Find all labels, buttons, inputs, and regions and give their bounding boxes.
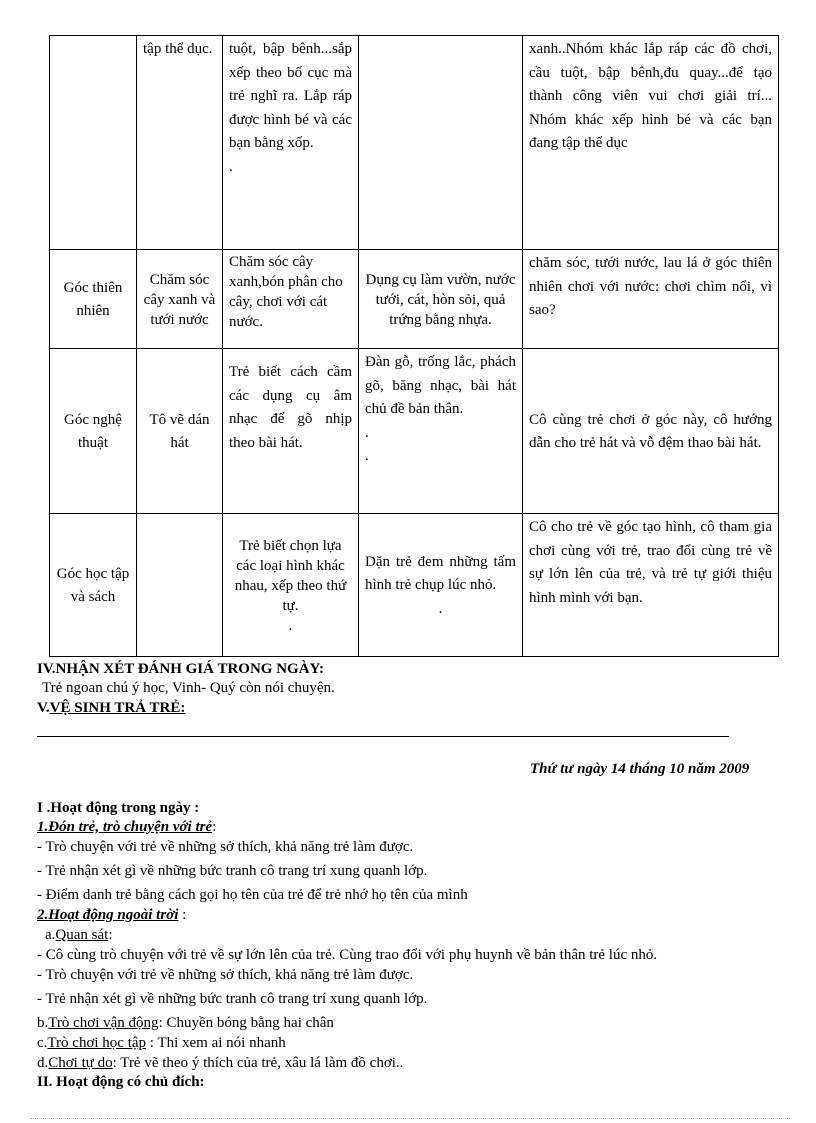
goal-cell: Tô vẽ dán hát [137,349,223,514]
guidance-cell: Cô cùng trẻ chơi ở góc này, cô hướng dẫn cho trẻ hát và vỗ đệm thao bài hát. [523,349,779,514]
hygiene-heading: V.VỆ SINH TRẢ TRẺ: [37,700,186,716]
guidance-cell: Cô cho trẻ về góc tạo hình, cô tham gia chơi cùng với trẻ, trao đổi cùng trẻ về sự lớn lên của trẻ, và trẻ tự giới thiệu hình mình với bạn. [523,514,779,657]
corner-cell: Góc thiên nhiên [50,250,137,349]
corner-cell [50,36,137,250]
observe-label: a.Quan sát: [45,927,113,943]
list-item: - Điểm danh trẻ bằng cách gọi họ tên của trẻ để trẻ nhớ họ tên của mình [37,887,468,903]
game-b: b.Trò chơi vận động: Chuyền bóng bằng hai chân [37,1015,334,1031]
goal-cell: Chăm sóc cây xanh và tưới nước [137,250,223,349]
list-item: - Trẻ nhận xét gì về những bức tranh cô trang trí xung quanh lớp. [37,991,428,1007]
table-row [50,514,779,657]
content-cell: tuột, bập bênh...sắp xếp theo bố cục mà trẻ nghĩ ra. Lắp ráp được hình bé và các bạn bằng xốp. . [223,36,359,250]
welcome-heading: 1.Đón trẻ, trò chuyện với trẻ: [37,819,217,835]
table-row [50,349,779,514]
evaluation-heading: IV.NHẬN XÉT ĐÁNH GIÁ TRONG NGÀY: [37,661,324,677]
page-bottom-divider [30,1118,790,1119]
corner-cell: Góc học tập và sách [50,514,137,657]
outdoor-heading: 2.Hoạt động ngoài trời : [37,907,187,923]
corner-cell: Góc nghệ thuật [50,349,137,514]
guidance-cell: xanh..Nhóm khác lắp ráp các đồ chơi, cầu tuột, bập bênh,đu quay...để tạo thành công viên vui chơi giải trí... Nhóm khác xếp hình bé và các bạn đang tập thể dục [523,36,779,250]
content-cell: Chăm sóc cây xanh,bón phân cho cây, chơi với cát nước. [223,250,359,349]
goal-cell [137,514,223,657]
materials-cell: Dặn trẻ đem những tấm hình trẻ chụp lúc nhỏ. . [359,514,523,657]
game-c: c.Trò chơi học tập : Thi xem ai nói nhanh [37,1035,286,1051]
guidance-cell: chăm sóc, tưới nước, lau lá ở góc thiên nhiên chơi với nước: chơi chìm nổi, vì sao? [523,250,779,349]
activity-corner-table [49,35,779,657]
section2-heading: II. Hoạt động có chủ đích: [37,1074,205,1090]
goal-cell: tập thể dục. [137,36,223,250]
materials-cell [359,36,523,250]
content-cell: Trẻ biết chọn lựa các loại hình khác nhau, xếp theo thứ tự. . [223,514,359,657]
evaluation-text: Trẻ ngoan chú ý học, Vinh- Quý còn nói chuyện. [42,680,335,696]
activities-heading: I .Hoạt động trong ngày : [37,800,200,816]
game-d: d.Chơi tự do: Trẻ vẽ theo ý thích của trẻ, xâu lá làm đồ chơi.. [37,1055,404,1071]
list-item: - Trò chuyện với trẻ về những sở thích, khả năng trẻ làm được. [37,967,414,983]
list-item: - Trẻ nhận xét gì về những bức tranh cô trang trí xung quanh lớp. [37,863,428,879]
content-cell: Trẻ biết cách cầm các dụng cụ âm nhạc để gõ nhịp theo bài hát. [223,349,359,514]
list-item: - Cô cùng trò chuyện với trẻ về sự lớn lên của trẻ. Cùng trao đổi với phụ huynh về bản thân trẻ lúc nhỏ. [37,947,658,963]
table-row [50,250,779,349]
list-item: - Trò chuyện với trẻ về những sở thích, khả năng trẻ làm được. [37,839,414,855]
materials-cell: Dụng cụ làm vườn, nước tưới, cát, hòn sỏi, quả trứng bằng nhựa. [359,250,523,349]
divider-line [37,736,729,737]
date-heading: Thứ tư ngày 14 tháng 10 năm 2009 [530,761,750,777]
table-row [50,36,779,250]
materials-cell: Đàn gỗ, trống lắc, phách gõ, băng nhạc, bài hát chủ đề bản thân. . . [359,349,523,514]
